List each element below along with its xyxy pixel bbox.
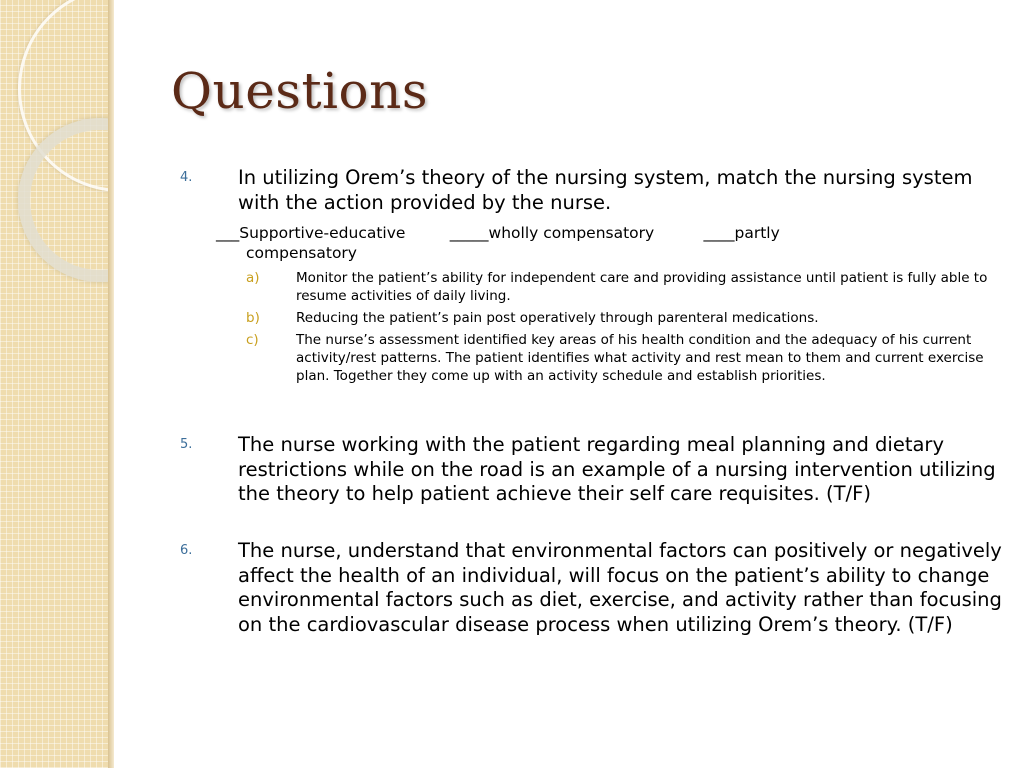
sub-c-letter: c): [246, 332, 259, 348]
question-4: [180, 166, 1010, 215]
question-6-text: The nurse, understand that environmental factors can positively or negatively affect the health of an individual, will focus on the patient’s ability to change environmental factors such as diet, exercise, and activity rather than focusing on the cardiovascular disease process when utilizing Orem’s theory. (T/F): [238, 539, 1002, 636]
question-4-number: 4.: [180, 170, 193, 185]
question-4-sub-a: [246, 269, 1006, 305]
question-5: [180, 433, 1010, 507]
question-4-sub-c: [246, 331, 1006, 385]
sub-a-text: Monitor the patient’s ability for independent care and providing assistance until patient is fully able to resume activities of daily living.: [296, 270, 988, 304]
slide-title: Questions: [171, 62, 428, 120]
sub-a-letter: a): [246, 270, 260, 286]
question-6-number: 6.: [180, 543, 193, 558]
question-4-sub-b: [246, 309, 1006, 327]
question-5-text: The nurse working with the patient regarding meal planning and dietary restrictions while on the road is an example of a nursing intervention utilizing the theory to help patient achieve their self care requisites. (T/F): [238, 433, 996, 505]
sub-c-text: The nurse’s assessment identified key areas of his health condition and the adequacy of his current activity/rest patterns. The patient identifies what activity and rest mean to them and current exercise plan. Together they come up with an activity schedule and establish priorities.: [296, 332, 984, 384]
question-6: [180, 539, 1010, 637]
question-4-text: In utilizing Orem’s theory of the nursing system, match the nursing system with the action provided by the nurse.: [238, 166, 973, 214]
question-4-options: ___Supportive-educative _____wholly compensatory ____partly: [216, 224, 780, 242]
sub-b-text: Reducing the patient’s pain post operatively through parenteral medications.: [296, 310, 819, 326]
question-4-options-continued: compensatory: [246, 244, 357, 262]
question-5-number: 5.: [180, 437, 193, 452]
sub-b-letter: b): [246, 310, 260, 326]
side-panel-edge: [108, 0, 114, 768]
decorative-side-panel: [0, 0, 113, 768]
